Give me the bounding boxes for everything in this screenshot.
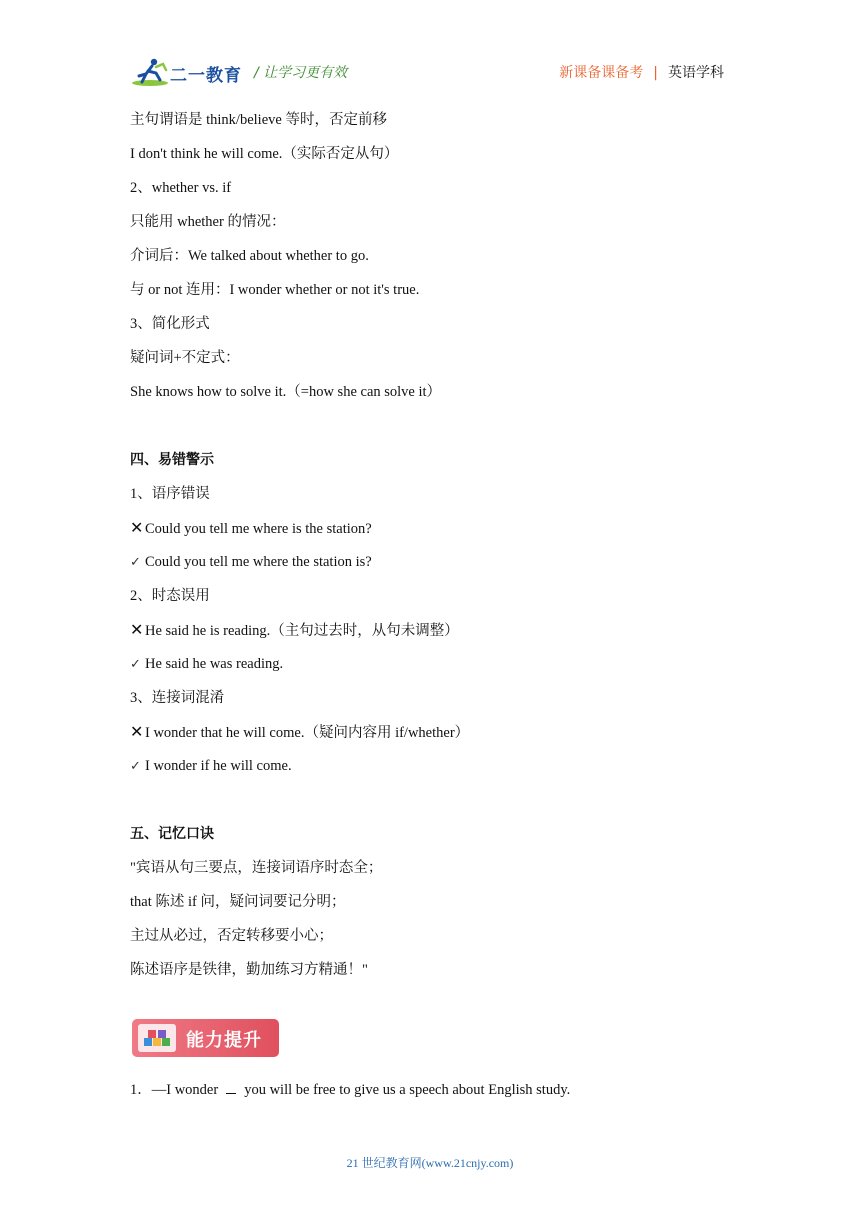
check-mark-icon: ✓	[130, 657, 141, 672]
text-line	[130, 720, 750, 754]
line-text: 陈述语序是铁律，勤加练习方精通！"	[130, 962, 368, 978]
blocks-icon	[138, 1024, 176, 1052]
header-subject-label: 英语学科	[668, 65, 724, 81]
text-line	[130, 108, 750, 142]
line-text: 四、易错警示	[130, 452, 214, 468]
answer-blank[interactable]	[226, 1079, 236, 1094]
cross-mark-icon: ✕	[130, 620, 144, 639]
check-mark-icon: ✓	[130, 555, 141, 570]
page-header	[0, 0, 860, 100]
text-line	[130, 584, 750, 618]
line-text: I wonder if he will come.	[145, 758, 292, 774]
line-text: 疑问词+不定式：	[130, 350, 240, 366]
line-text: 主句谓语是 think/believe 等时，否定前移	[130, 112, 387, 128]
line-text: He said he was reading.	[145, 656, 284, 672]
text-line	[130, 142, 750, 176]
page-footer: 21 世纪教育网(www.21cnjy.com)	[346, 1156, 514, 1170]
slogan: / 让学习更有效	[254, 65, 348, 81]
text-line	[130, 958, 750, 992]
text-line	[130, 890, 750, 924]
line-text: 2、时态误用	[130, 588, 210, 604]
text-line	[130, 652, 750, 686]
line-text: She knows how to solve it.（=how she can solve it）	[130, 384, 442, 400]
line-text: 只能用 whether 的情况：	[130, 214, 286, 230]
text-line	[130, 618, 750, 652]
spacer-line	[130, 788, 750, 822]
text-line	[130, 176, 750, 210]
ability-badge	[132, 1019, 279, 1057]
text-line	[130, 380, 750, 414]
line-text: 五、记忆口诀	[130, 826, 214, 842]
cross-mark-icon: ✕	[130, 722, 144, 741]
line-text: 与 or not 连用：I wonder whether or not it's true.	[130, 282, 420, 298]
document-body	[130, 108, 750, 992]
line-text: Could you tell me where is the station?	[145, 521, 372, 537]
section-heading	[130, 822, 750, 856]
text-line	[130, 244, 750, 278]
text-line	[130, 754, 750, 788]
logo	[130, 56, 248, 88]
line-text: Could you tell me where the station is?	[145, 554, 372, 570]
line-text: that 陈述 if 问，疑问词要记分明；	[130, 894, 346, 910]
text-line	[130, 856, 750, 890]
line-text: 3、连接词混淆	[130, 690, 225, 706]
question-suffix: you will be free to give us a speech about English study.	[244, 1082, 571, 1098]
text-line	[130, 924, 750, 958]
line-text: 3、简化形式	[130, 316, 210, 332]
spacer-line	[130, 414, 750, 448]
text-line	[130, 686, 750, 720]
text-line	[130, 482, 750, 516]
text-line	[130, 550, 750, 584]
cross-mark-icon: ✕	[130, 518, 144, 537]
line-text: 1、语序错误	[130, 486, 210, 502]
line-text: 主过从必过，否定转移要小心；	[130, 928, 333, 944]
text-line	[130, 278, 750, 312]
text-line	[130, 312, 750, 346]
line-text: I don't think he will come.（实际否定从句）	[130, 146, 399, 162]
question-1	[130, 1078, 570, 1102]
line-text: 2、whether vs. if	[130, 180, 232, 196]
line-text: He said he is reading.（主句过去时，从句未调整）	[145, 623, 459, 639]
question-prefix: 1．—I wonder	[130, 1082, 219, 1098]
text-line	[130, 516, 750, 550]
line-text: 介词后：We talked about whether to go.	[130, 248, 369, 264]
text-line	[130, 210, 750, 244]
badge-label: 能力提升	[186, 1030, 262, 1051]
header-subject	[559, 62, 724, 82]
header-course-label: 新课备课备考	[559, 65, 644, 81]
runner-logo-icon	[130, 56, 170, 88]
section-heading	[130, 448, 750, 482]
line-text: I wonder that he will come.（疑问内容用 if/whether）	[145, 725, 470, 741]
line-text: "宾语从句三要点，连接词语序时态全；	[130, 860, 383, 876]
header-separator: |	[653, 65, 658, 81]
logo-text: 二一教育	[170, 66, 242, 86]
text-line	[130, 346, 750, 380]
check-mark-icon: ✓	[130, 759, 141, 774]
